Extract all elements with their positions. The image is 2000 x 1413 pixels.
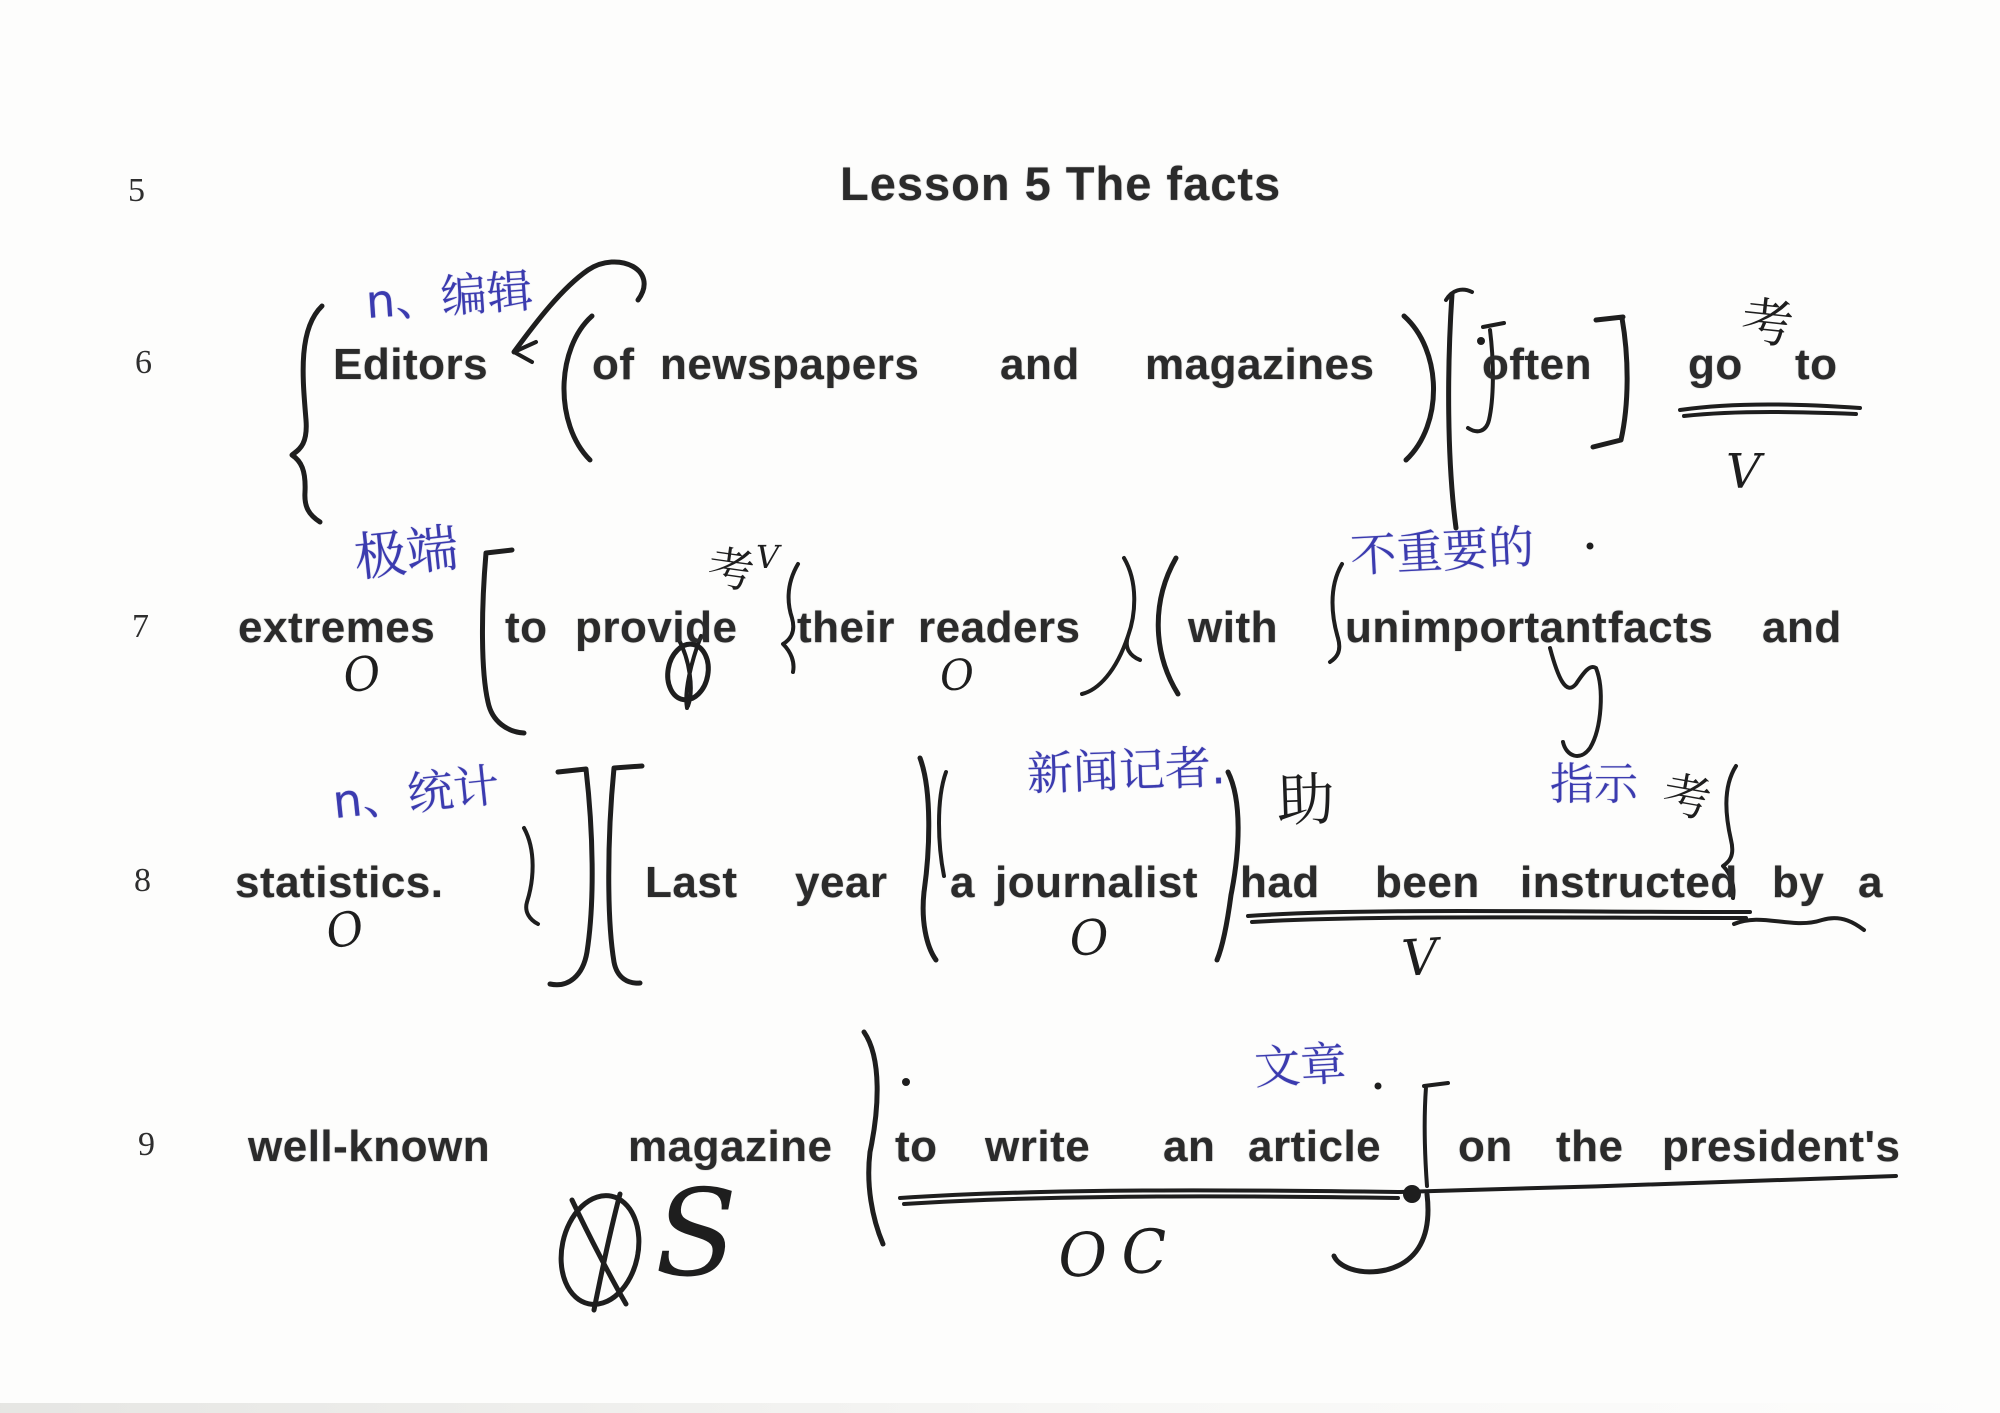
line-number-6: 6 [135,344,152,381]
word-the: the [1556,1122,1624,1171]
hook-below-bracket-on [1334,1194,1428,1272]
check-hook-unimportant [1550,648,1601,756]
crossed-o-magazine-strokes [572,1194,626,1310]
ink-dot-article [1375,1083,1382,1090]
word-go: go [1688,340,1743,389]
word-well-known: well-known [248,1122,491,1171]
word-been: been [1375,858,1480,907]
word-editors: Editors [333,340,489,389]
word-journalist: journalist [995,858,1199,907]
word-to-3: to [895,1122,938,1171]
word-statistics: statistics. [235,858,444,907]
word-article: article [1248,1122,1382,1171]
close-bracket-often [1593,317,1627,447]
annotation-article-meaning: 文章 [1253,1036,1348,1096]
word-instructed: instructed [1520,858,1738,907]
open-bracket-on [1424,1083,1448,1186]
wavy-underline-by-a [1734,918,1864,930]
word-write: write [985,1122,1091,1171]
close-paren-magazines [1404,316,1434,460]
object-mark-extremes: O [338,644,386,704]
word-to-2: to [505,603,548,652]
word-unimportant: unimportant [1345,603,1608,652]
underline-write-article-presidents [900,1176,1896,1204]
word-newspapers: newspapers [660,340,920,389]
word-a: a [950,858,975,907]
annotation-provide-marker: 考 [704,539,758,600]
word-a-2: a [1858,858,1883,907]
close-brace-readers [1082,558,1140,694]
object-mark-journalist: O [1067,908,1112,968]
ink-blob-underline [1403,1185,1421,1203]
open-bracket-last-year [609,766,642,983]
opening-brace-line6 [292,306,322,522]
open-brace-their [783,564,798,672]
page-title: Lesson 5 The facts [840,157,1282,210]
word-presidents: president's [1662,1122,1901,1171]
vertical-divider-line6 [1449,294,1456,528]
annotation-extremes-meaning: 极端 [351,518,462,590]
crossed-o-magazine [551,1188,648,1311]
open-paren-of [564,316,592,460]
subject-mark-magazine: S [655,1165,738,1304]
object-complement-mark-article: OC [1056,1215,1183,1292]
ink-dot-magazine [902,1078,910,1086]
word-to: to [1795,340,1838,389]
word-extremes: extremes [238,603,436,652]
close-brace-year [920,758,936,960]
close-brace-journalist [1217,772,1238,960]
annotation-journalist-meaning: 新闻记者. [1026,740,1227,802]
word-year: year [795,858,888,907]
close-bracket-statistics [550,769,592,985]
word-magazines: magazines [1145,340,1375,389]
underline-go-to [1680,405,1860,417]
annotation-unimportant-meaning: 不重要的 [1349,519,1536,584]
word-often: often [1482,340,1593,389]
object-mark-readers: O [937,649,977,701]
word-readers: readers [918,603,1081,652]
verb-mark-provide: V [756,538,780,576]
annotation-statistics-meaning: n、统计 [330,757,502,830]
line-number-7: 7 [132,608,149,645]
verb-mark-go-to: V [1726,444,1761,500]
open-brace-unimportant [1330,564,1342,662]
line-number-9: 9 [138,1126,155,1163]
object-mark-statistics: O [320,899,369,960]
close-brace-statistics [524,828,538,924]
word-had: had [1240,858,1320,907]
word-by: by [1772,858,1825,907]
word-on: on [1458,1122,1513,1171]
close-brace-magazine [864,1032,883,1244]
word-and-2: and [1762,603,1842,652]
ink-dot-unimportant [1587,543,1594,550]
word-of: of [592,340,635,389]
annotation-editors-meaning: n、编辑 [364,263,535,330]
word-an: an [1163,1122,1216,1171]
annotation-go-marker: 考 [1738,291,1797,357]
open-brace-a-journalist [939,772,946,876]
word-facts: facts [1608,603,1714,652]
word-magazine: magazine [628,1122,833,1171]
annotation-had-auxiliary: 助 [1275,765,1336,836]
annotation-instructed-meaning: 指示 [1550,759,1638,810]
word-provide: provide [575,603,738,652]
word-with: with [1188,603,1278,652]
scan-edge-shadow [0,1403,2000,1413]
verb-mark-instructed: V [1399,927,1441,988]
annotation-instructed-marker: 考 [1658,765,1716,830]
word-their: their [797,603,895,652]
line-number-5: 5 [128,172,145,209]
underline-had-been-instructed [1248,911,1750,922]
word-and: and [1000,340,1080,389]
line-number-8: 8 [134,862,151,899]
word-last: Last [645,858,738,907]
open-paren-with [1158,558,1178,694]
